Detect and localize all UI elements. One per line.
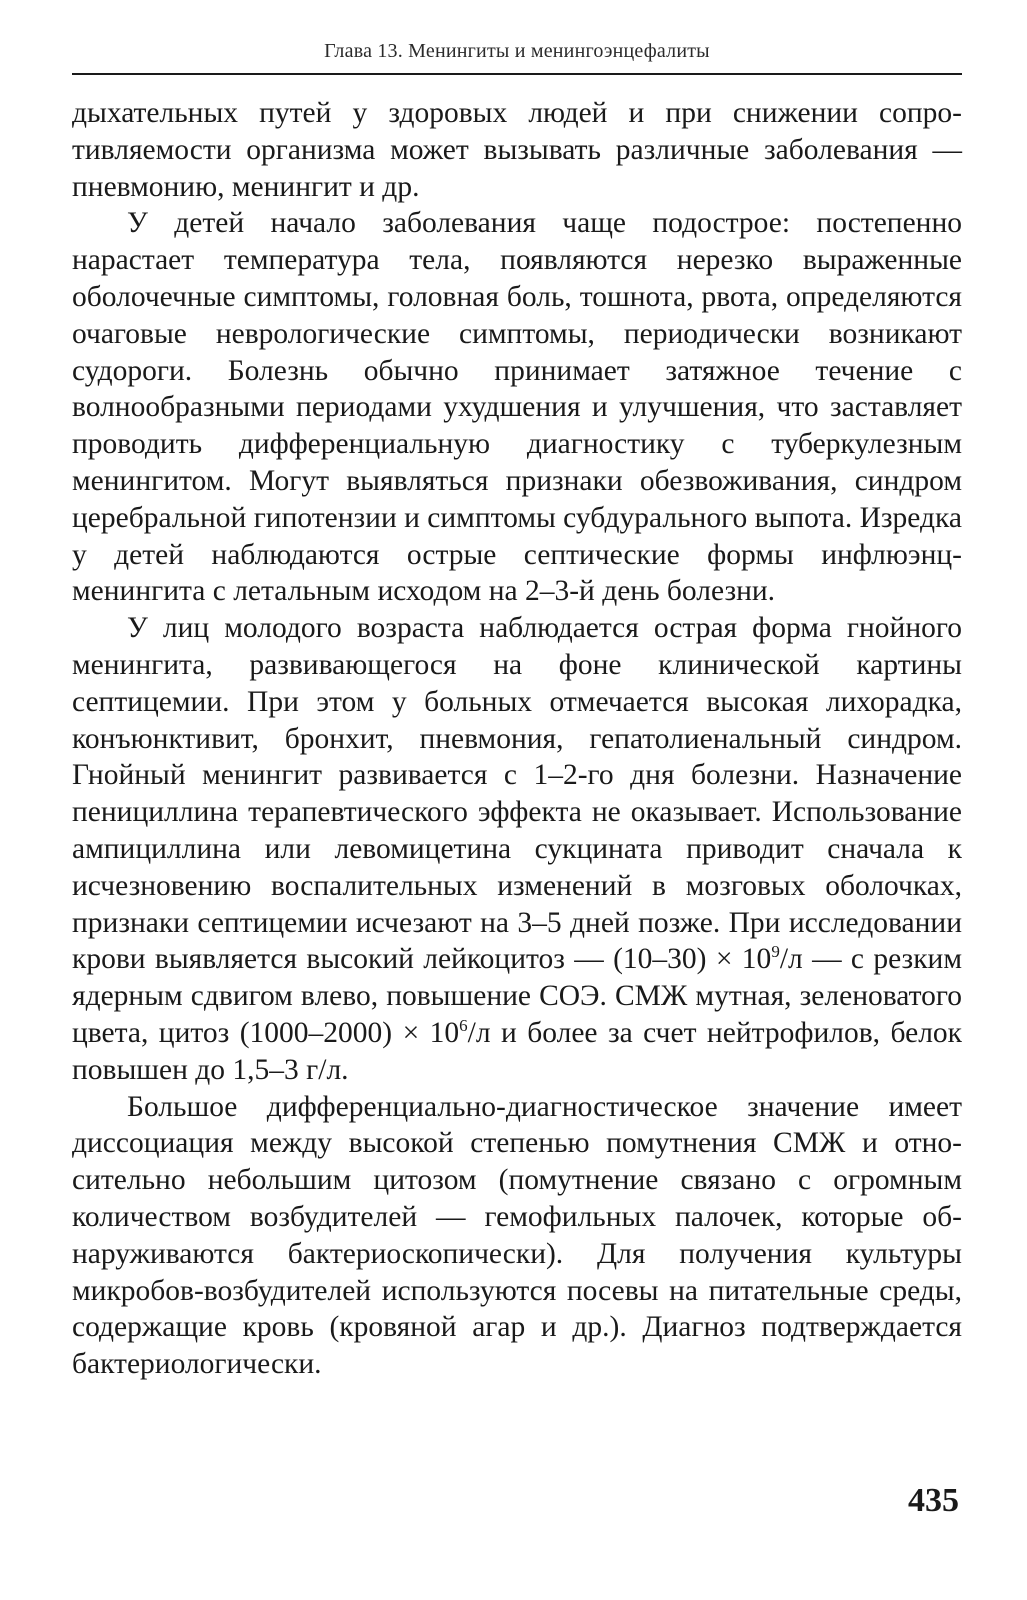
paragraph-text-part: /л и более за счет нейтрофилов, белок повышен до 1,5–3 г/л.	[72, 1016, 962, 1086]
paragraph-text-part: У лиц молодого возраста наблюдается острая форма гнойного менингита, развивающегося на фоне клинической картины септицемии. При этом у больных отмечается высокая лихорадка, конъюнктивит, бронхит, пневмония, гепатолиенальный синдром. Гнойный менингит развивается с 1–2-го дня болезни. Назначение пенициллина терапевтического эффекта не оказывает. Использование ампициллина или левомицетина сукцината приводит сначала к исчезновению воспалительных изменений в мозговых оболочках, признаки септицемии исчезают на 3–5 дней позже. При исследовании крови выявляется высокий лейкоцитоз — (10–30) × 10	[72, 612, 962, 976]
body-text	[72, 95, 962, 1383]
page-number: 435	[908, 1482, 959, 1519]
superscript-exponent: 9	[771, 942, 780, 962]
paragraph-continuation: дыхательных путей у здоровых людей и при снижении сопротивляемости организма может вызывать различные заболевания — пневмонию, менингит и др.	[72, 97, 962, 203]
paragraph-children-onset: У детей начало заболевания чаще подострое: постепенно нарастает температура тела, появляются нерезко выраженные оболочечные симптомы, головная боль, тошнота, рвота, определяются очаговые неврологические симптомы, периодически возникают судороги. Болезнь обычно принимает затяжное течение с волнообразными периодами ухудшения и улучшения, что заставляет проводить дифференциальную диагностику с туберкулезным менингитом. Могут выявляться признаки обезвоживания, синдром церебральной гипотензии и симптомы субдурального выпота. Изредка у детей наблюдаются острые септические формы инфлюэнц-менингита с летальным исходом на 2–3-й день болезни.	[72, 207, 962, 608]
running-head: Глава 13. Менингиты и менингоэнцефалиты	[72, 40, 962, 75]
paragraph-young-adults	[72, 610, 962, 1088]
paragraph-text-part: /л — с резким ядерным сдвигом влево, повышение СОЭ. СМЖ мутная, зеленоватого цвета, цитоз (1000–2000) × 10	[72, 943, 962, 1049]
book-page	[72, 40, 962, 1383]
paragraph-differential-diagnosis: Большое дифференциально-диагностическое значение имеет диссоциация между высокой степенью помутнения СМЖ и относительно небольшим цитозом (помутнение связано с огромным количеством возбудителей — гемофильных палочек, которые обнаруживаются бактериоскопически). Для получения культуры микробов-возбудителей используются посевы на питательные среды, содержащие кровь (кровяной агар и др.). Диагноз подтверждается бактериологически.	[72, 1090, 962, 1381]
superscript-exponent: 6	[459, 1016, 468, 1036]
